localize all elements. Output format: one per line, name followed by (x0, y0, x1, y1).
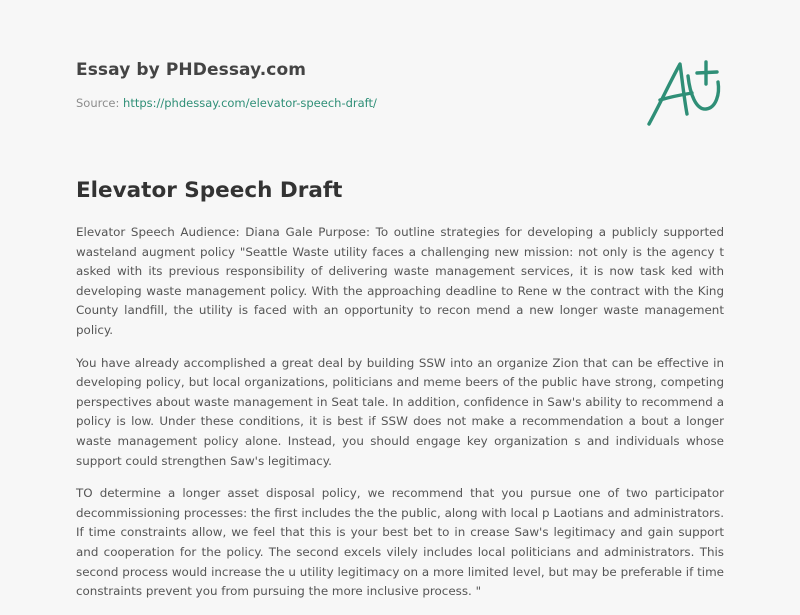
paragraph: TO determine a longer asset disposal policy, we recommend that you pursue one of two participator decommissioning processes: the first includes the the public, along with local p Laotians and administrators. If time constraints allow, we feel that this is your best bet to in crease Saw's legitimacy and gain support and cooperation for the policy. The second excels vilely includes local politicians and administrators. This second process would increase the u utility legitimacy on a more limited level, but may be preferable if time constraints prevent you from pursuing the more inclusive process. " (76, 486, 724, 599)
paragraph: Elevator Speech Audience: Diana Gale Purpose: To outline strategies for developing a publicly supported wasteland augment policy "Seattle Waste utility faces a challenging new mission: not only is the agency t asked with its previous responsibility of delivering waste management services, it is now task ked with developing waste management policy. With the approaching deadline to Rene w the contract with the King County landfill, the utility is faced with an opportunity to recon mend a new longer waste management policy. (76, 225, 724, 337)
a-plus-grade-icon (646, 54, 726, 130)
header (76, 0, 724, 180)
page-title: Elevator Speech Draft (76, 178, 343, 203)
source-label: Source: (76, 96, 124, 110)
site-title: Essay by PHDessay.com (76, 60, 307, 80)
paragraph: You have already accomplished a great deal by building SSW into an organize Zion that can be effective in developing policy, but local organizations, politicians and meme beers of the public have strong, competing perspectives about waste management in Seat tale. In addition, confidence in Saw's ability to recommend a policy is low. Under these conditions, it is best if SSW does not make a recommendation a bout a longer waste management policy alone. Instead, you should engage key organization s and individuals whose support could strengthen Saw's legitimacy. (76, 355, 724, 468)
source-link[interactable]: https://phdessay.com/elevator-speech-draft/ (123, 96, 377, 110)
article-body (76, 223, 724, 615)
source-line (76, 96, 377, 110)
